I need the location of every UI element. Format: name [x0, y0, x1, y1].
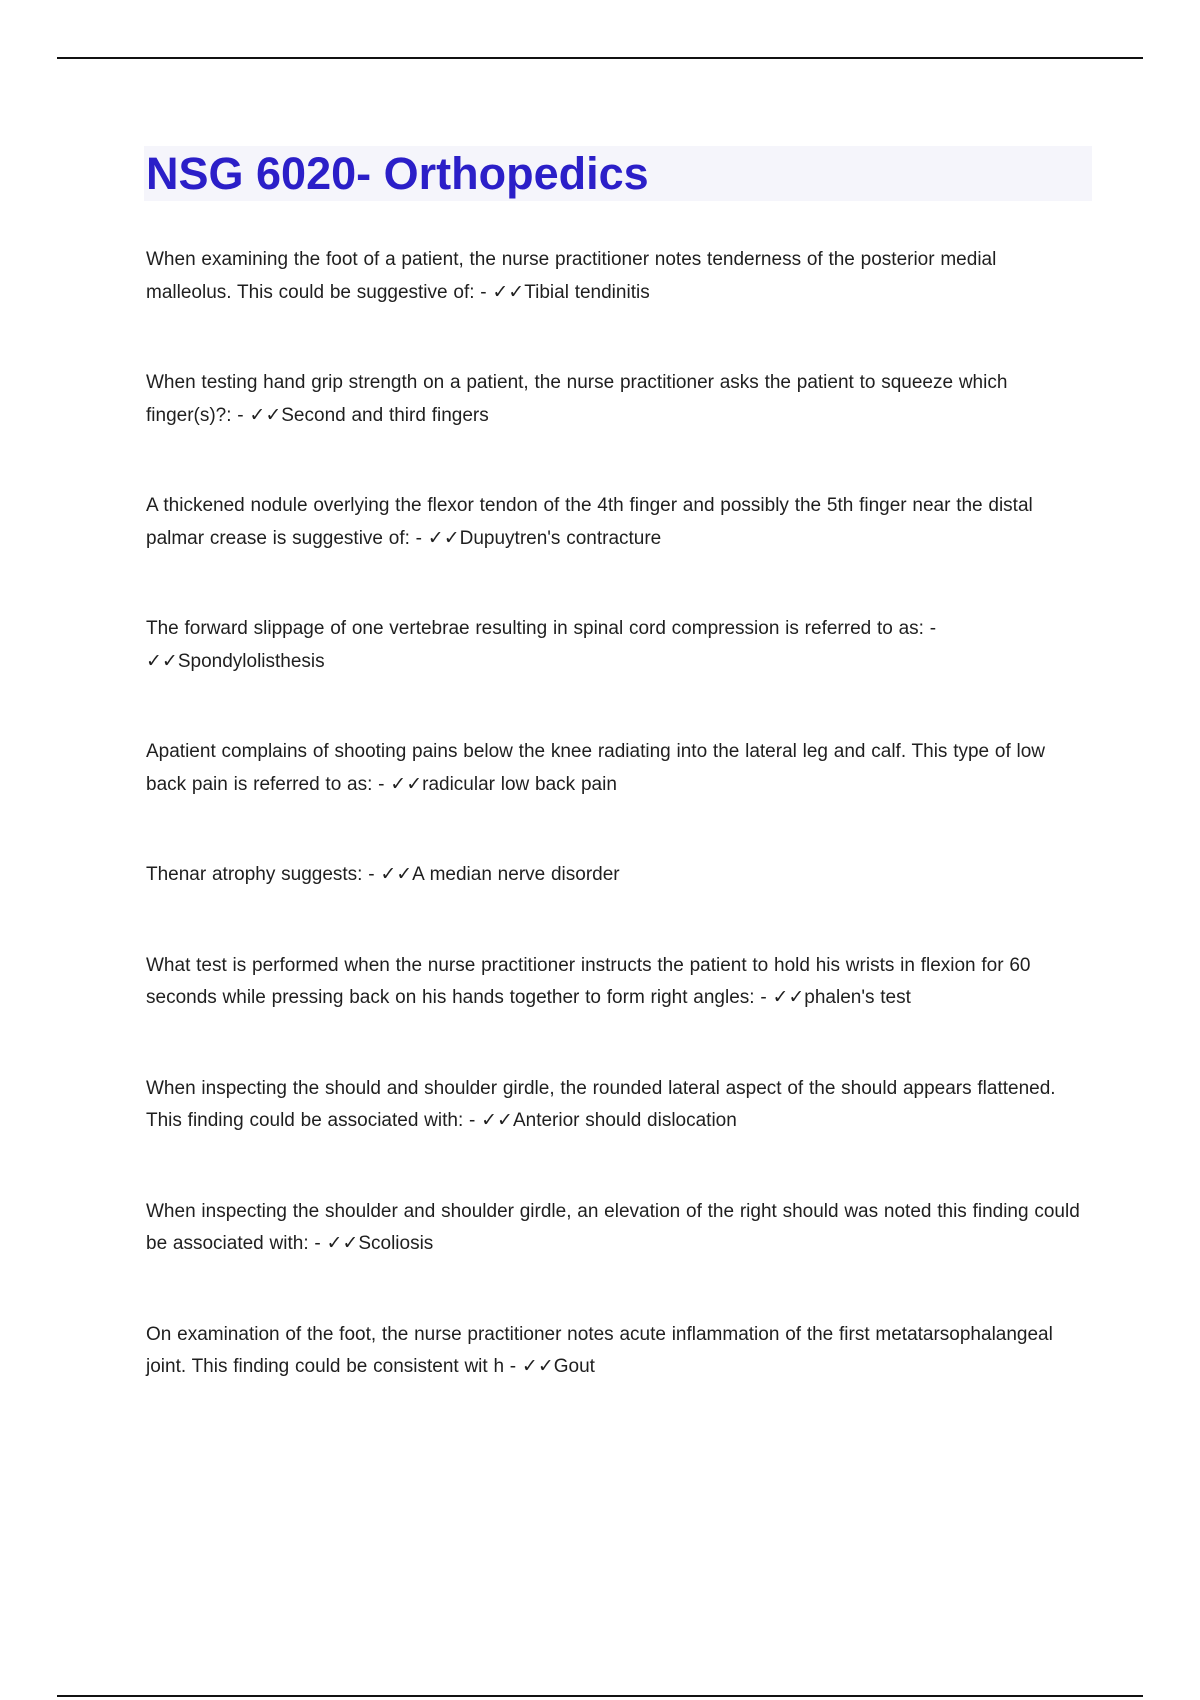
- question-text: Apatient complains of shooting pains below the knee radiating into the lateral leg and calf. This type of low back pain is referred to as: -: [146, 741, 1046, 795]
- qa-item-4: [146, 613, 1086, 678]
- bottom-rule: [57, 1695, 1143, 1697]
- answer-text: ✓✓Anterior should dislocation: [481, 1110, 737, 1131]
- qa-item-9: [146, 1196, 1086, 1261]
- top-rule: [57, 57, 1143, 59]
- qa-item-6: [146, 859, 1086, 892]
- document-title: NSG 6020- Orthopedics: [146, 148, 649, 199]
- question-text: When examining the foot of a patient, the nurse practitioner notes tenderness of the posterior medial malleolus. This could be suggestive of: -: [146, 249, 997, 303]
- question-text: Thenar atrophy suggests: -: [146, 864, 381, 885]
- question-text: When inspecting the should and shoulder girdle, the rounded lateral aspect of the should appears flattened. This finding could be associated with: -: [146, 1077, 1056, 1131]
- answer-text: ✓✓radicular low back pain: [390, 773, 617, 795]
- question-text: On examination of the foot, the nurse practitioner notes acute inflammation of the first metatarsophalangeal joint. This finding could be consistent wit h -: [146, 1323, 1053, 1377]
- qa-item-1: [146, 244, 1086, 309]
- qa-item-2: [146, 367, 1086, 432]
- question-text: When testing hand grip strength on a patient, the nurse practitioner asks the patient to squeeze which finger(s)?: -: [146, 372, 1008, 426]
- answer-text: ✓✓Scoliosis: [326, 1233, 434, 1254]
- question-text: When inspecting the shoulder and shoulder girdle, an elevation of the right should was noted this finding could be associated with: -: [146, 1200, 1080, 1254]
- qa-item-5: [146, 736, 1086, 801]
- answer-text: ✓✓Dupuytren's contracture: [427, 527, 662, 549]
- qa-item-10: [146, 1319, 1086, 1384]
- answer-text: ✓✓Tibial tendinitis: [492, 281, 650, 303]
- qa-list: [146, 244, 1086, 1442]
- answer-text: ✓✓Gout: [521, 1356, 595, 1377]
- answer-text: ✓✓A median nerve disorder: [380, 864, 620, 885]
- answer-text: ✓✓Second and third fingers: [249, 404, 489, 426]
- qa-item-8: [146, 1073, 1086, 1138]
- question-text: What test is performed when the nurse practitioner instructs the patient to hold his wrists in flexion for 60 seconds while pressing back on his hands together to form right angles: -: [146, 954, 1031, 1008]
- qa-item-7: [146, 950, 1086, 1015]
- qa-item-3: [146, 490, 1086, 555]
- answer-text: ✓✓Spondylolisthesis: [146, 650, 325, 672]
- question-text: A thickened nodule overlying the flexor tendon of the 4th finger and possibly the 5th finger near the distal palmar crease is suggestive of: -: [146, 495, 1033, 549]
- answer-text: ✓✓phalen's test: [772, 987, 911, 1008]
- question-text: The forward slippage of one vertebrae resulting in spinal cord compression is referred to as: -: [146, 618, 937, 639]
